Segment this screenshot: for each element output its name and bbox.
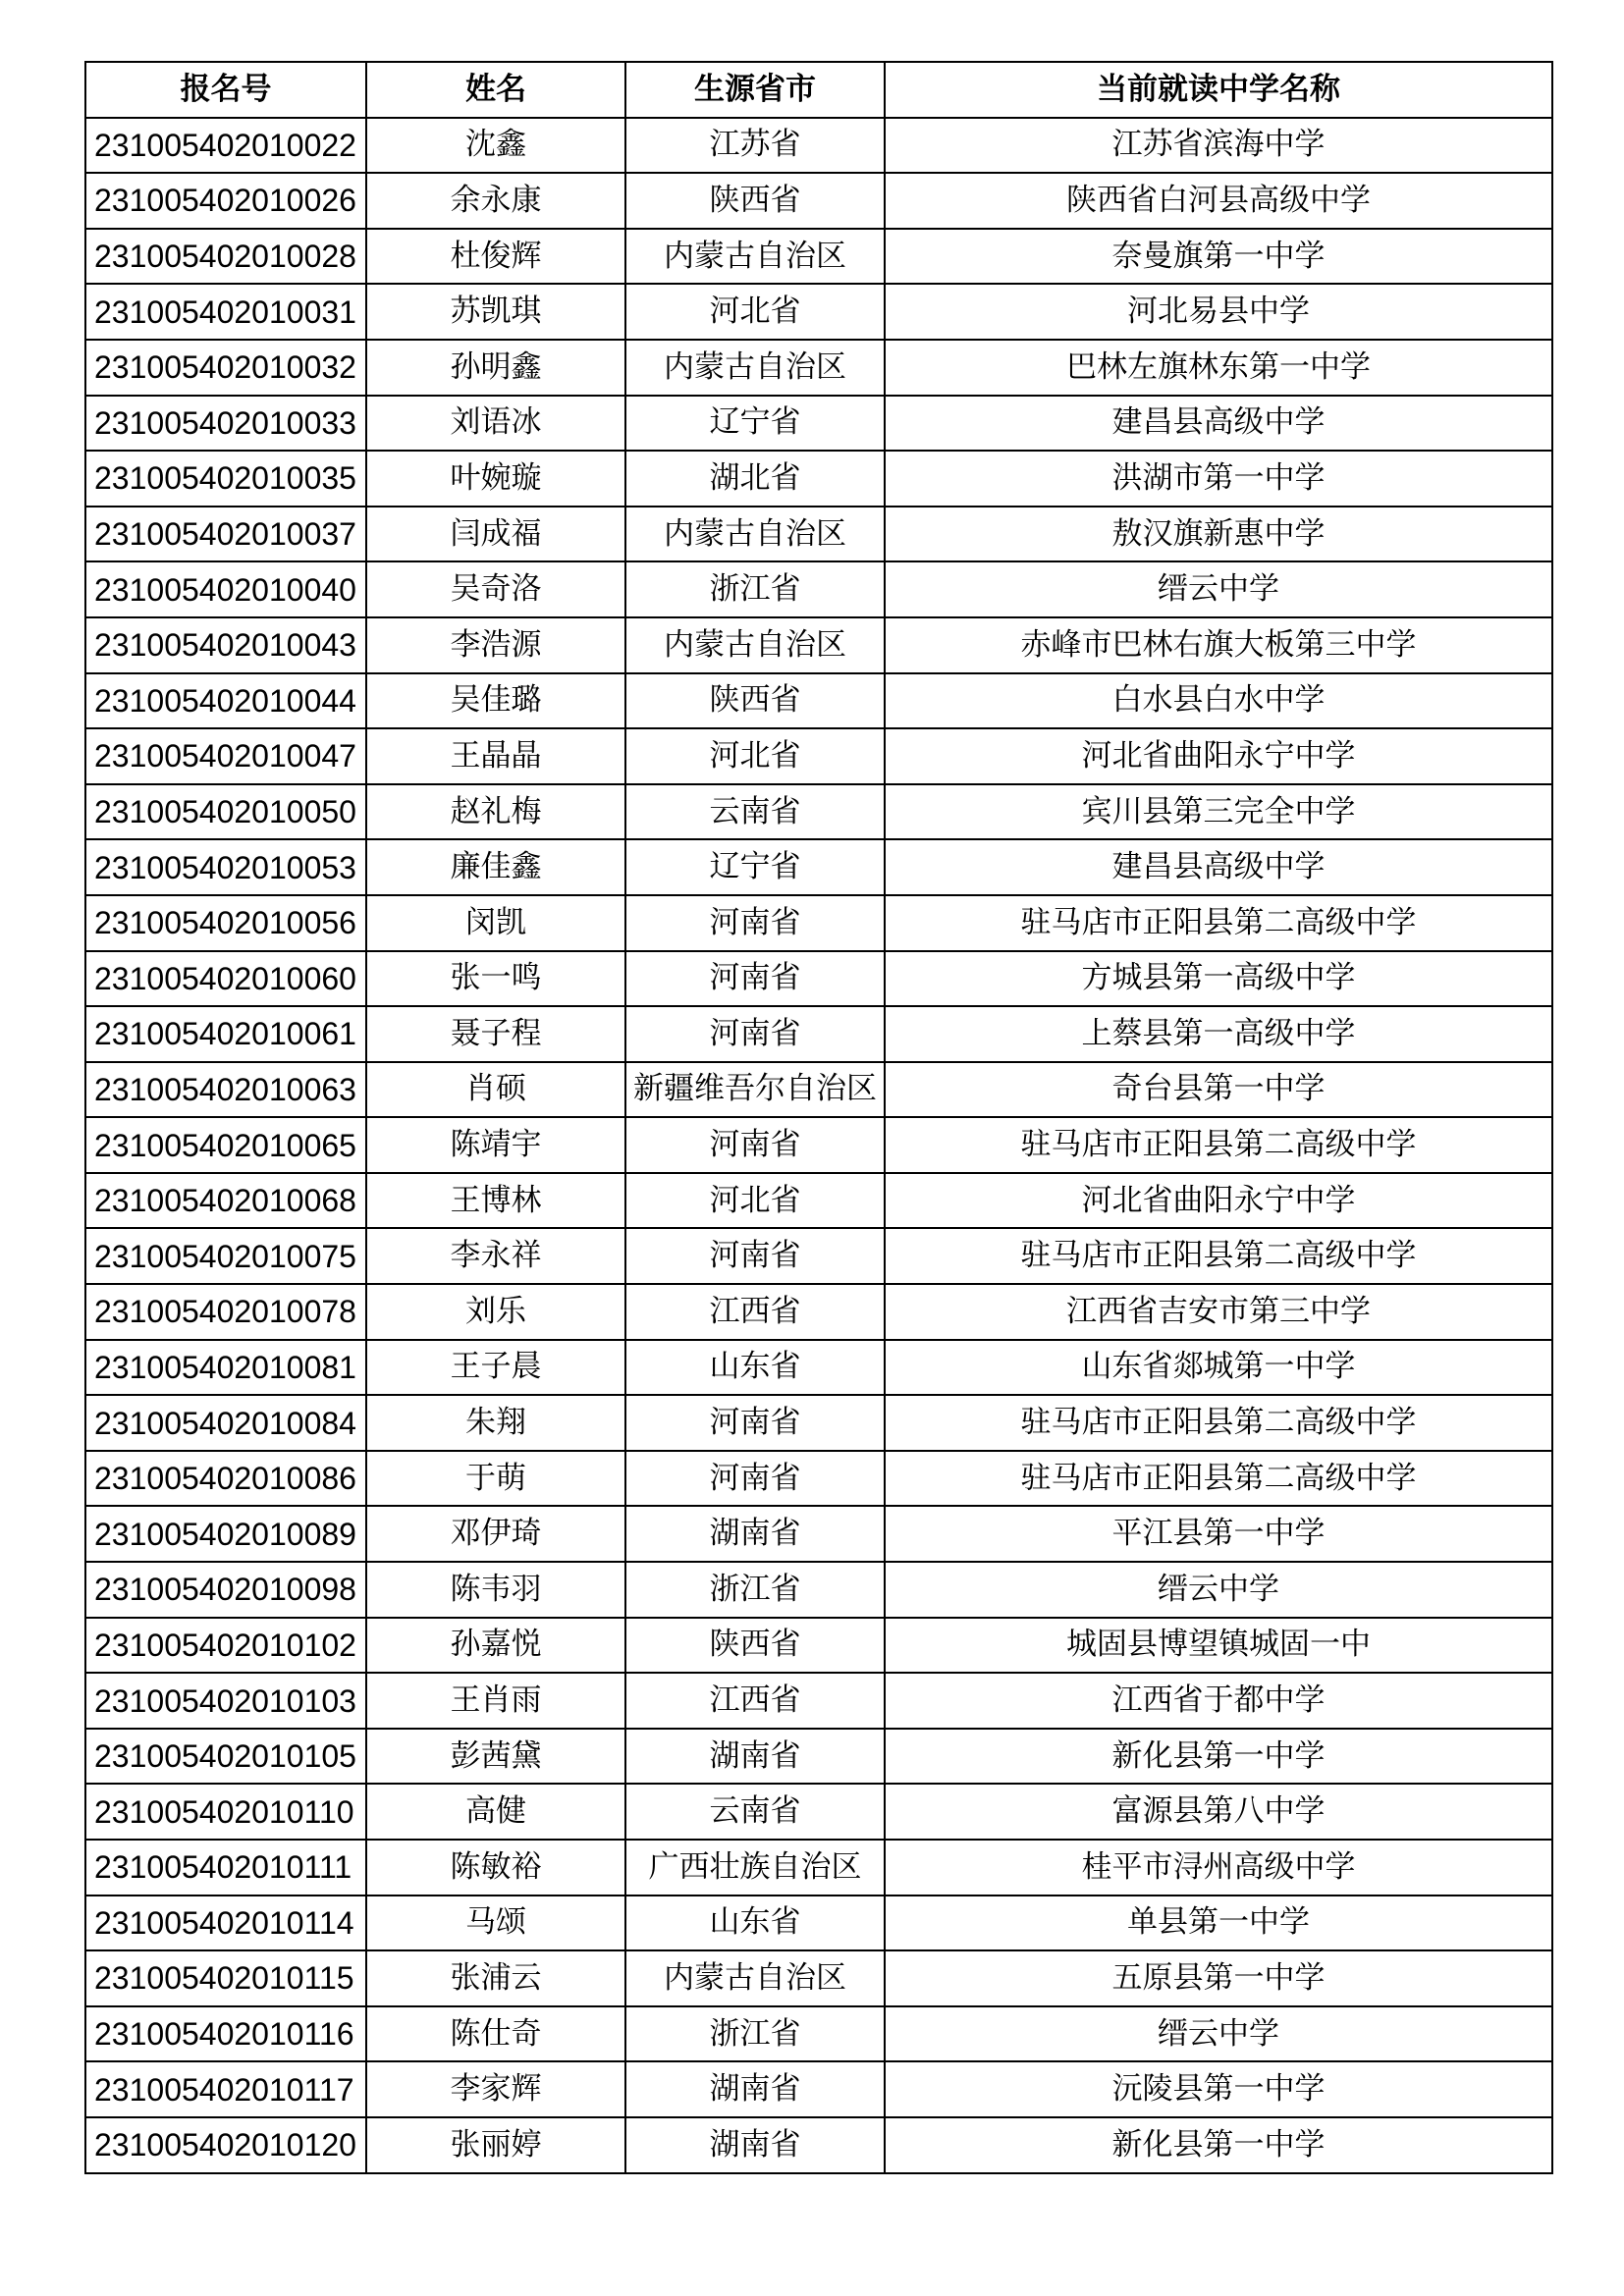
name-cell: 刘乐 [366, 1284, 625, 1340]
province-cell: 山东省 [625, 1340, 885, 1396]
name-cell: 陈韦羽 [366, 1562, 625, 1618]
table-row [85, 1784, 1552, 1840]
province-cell: 陕西省 [625, 1618, 885, 1674]
table-row [85, 1340, 1552, 1396]
table-row [85, 1117, 1552, 1173]
school-cell: 缙云中学 [885, 1562, 1552, 1618]
school-cell: 城固县博望镇城固一中 [885, 1618, 1552, 1674]
school-cell: 河北易县中学 [885, 284, 1552, 340]
table-row [85, 951, 1552, 1007]
name-cell: 李永祥 [366, 1228, 625, 1284]
registration-number-cell: 231005402010081 [85, 1340, 366, 1396]
school-cell: 方城县第一高级中学 [885, 951, 1552, 1007]
registration-number-cell: 231005402010116 [85, 2006, 366, 2062]
school-cell: 缙云中学 [885, 2006, 1552, 2062]
registration-number-cell: 231005402010056 [85, 895, 366, 951]
province-cell: 湖北省 [625, 451, 885, 507]
table-body [85, 118, 1552, 2173]
province-cell: 河南省 [625, 1451, 885, 1507]
table-row [85, 1896, 1552, 1951]
registration-number-cell: 231005402010028 [85, 229, 366, 285]
name-cell: 王子晨 [366, 1340, 625, 1396]
registration-number-cell: 231005402010075 [85, 1228, 366, 1284]
registration-number-cell: 231005402010098 [85, 1562, 366, 1618]
school-cell: 江西省吉安市第三中学 [885, 1284, 1552, 1340]
registration-number-cell: 231005402010078 [85, 1284, 366, 1340]
table-row [85, 895, 1552, 951]
table-row [85, 284, 1552, 340]
school-cell: 驻马店市正阳县第二高级中学 [885, 1395, 1552, 1451]
registration-number-cell: 231005402010084 [85, 1395, 366, 1451]
province-cell: 云南省 [625, 1784, 885, 1840]
school-cell: 五原县第一中学 [885, 1950, 1552, 2006]
registration-number-cell: 231005402010086 [85, 1451, 366, 1507]
registration-number-cell: 231005402010063 [85, 1062, 366, 1118]
table-row [85, 451, 1552, 507]
table-row [85, 1673, 1552, 1729]
table-row [85, 340, 1552, 396]
table-row [85, 1228, 1552, 1284]
name-cell: 叶婉璇 [366, 451, 625, 507]
header-province: 生源省市 [625, 62, 885, 118]
province-cell: 河北省 [625, 284, 885, 340]
name-cell: 赵礼梅 [366, 784, 625, 840]
name-cell: 高健 [366, 1784, 625, 1840]
school-cell: 江苏省滨海中学 [885, 118, 1552, 174]
name-cell: 彭茜黛 [366, 1729, 625, 1785]
table-row [85, 173, 1552, 229]
name-cell: 李浩源 [366, 617, 625, 673]
name-cell: 闫成福 [366, 507, 625, 562]
province-cell: 湖南省 [625, 2117, 885, 2173]
school-cell: 江西省于都中学 [885, 1673, 1552, 1729]
province-cell: 陕西省 [625, 173, 885, 229]
school-cell: 河北省曲阳永宁中学 [885, 1173, 1552, 1229]
table-row [85, 839, 1552, 895]
table-row [85, 229, 1552, 285]
registration-number-cell: 231005402010115 [85, 1950, 366, 2006]
registration-number-cell: 231005402010033 [85, 396, 366, 452]
name-cell: 张丽婷 [366, 2117, 625, 2173]
table-row [85, 1950, 1552, 2006]
table-row [85, 1840, 1552, 1896]
province-cell: 浙江省 [625, 2006, 885, 2062]
table-row [85, 2061, 1552, 2117]
table-row [85, 396, 1552, 452]
header-school: 当前就读中学名称 [885, 62, 1552, 118]
registration-number-cell: 231005402010111 [85, 1840, 366, 1896]
registration-number-cell: 231005402010026 [85, 173, 366, 229]
province-cell: 云南省 [625, 784, 885, 840]
province-cell: 广西壮族自治区 [625, 1840, 885, 1896]
province-cell: 江西省 [625, 1284, 885, 1340]
registration-number-cell: 231005402010043 [85, 617, 366, 673]
province-cell: 内蒙古自治区 [625, 229, 885, 285]
school-cell: 河北省曲阳永宁中学 [885, 728, 1552, 784]
header-registration-number: 报名号 [85, 62, 366, 118]
registration-number-cell: 231005402010120 [85, 2117, 366, 2173]
province-cell: 湖南省 [625, 2061, 885, 2117]
table-row [85, 1062, 1552, 1118]
name-cell: 吴奇洛 [366, 561, 625, 617]
name-cell: 张一鸣 [366, 951, 625, 1007]
table-row [85, 617, 1552, 673]
name-cell: 余永康 [366, 173, 625, 229]
registration-number-cell: 231005402010114 [85, 1896, 366, 1951]
province-cell: 江西省 [625, 1673, 885, 1729]
school-cell: 新化县第一中学 [885, 1729, 1552, 1785]
name-cell: 于萌 [366, 1451, 625, 1507]
registration-number-cell: 231005402010040 [85, 561, 366, 617]
registration-number-cell: 231005402010103 [85, 1673, 366, 1729]
province-cell: 山东省 [625, 1896, 885, 1951]
table-row [85, 728, 1552, 784]
school-cell: 驻马店市正阳县第二高级中学 [885, 1451, 1552, 1507]
table-row [85, 1173, 1552, 1229]
province-cell: 湖南省 [625, 1506, 885, 1562]
table-row [85, 673, 1552, 729]
province-cell: 内蒙古自治区 [625, 340, 885, 396]
name-cell: 邓伊琦 [366, 1506, 625, 1562]
table-row [85, 1451, 1552, 1507]
registration-number-cell: 231005402010102 [85, 1618, 366, 1674]
name-cell: 陈敏裕 [366, 1840, 625, 1896]
name-cell: 陈仕奇 [366, 2006, 625, 2062]
name-cell: 朱翔 [366, 1395, 625, 1451]
province-cell: 河南省 [625, 1395, 885, 1451]
school-cell: 平江县第一中学 [885, 1506, 1552, 1562]
name-cell: 张浦云 [366, 1950, 625, 2006]
school-cell: 宾川县第三完全中学 [885, 784, 1552, 840]
name-cell: 杜俊辉 [366, 229, 625, 285]
table-row [85, 1562, 1552, 1618]
school-cell: 沅陵县第一中学 [885, 2061, 1552, 2117]
table-row [85, 2117, 1552, 2173]
name-cell: 孙嘉悦 [366, 1618, 625, 1674]
name-cell: 李家辉 [366, 2061, 625, 2117]
registration-number-cell: 231005402010037 [85, 507, 366, 562]
registration-number-cell: 231005402010105 [85, 1729, 366, 1785]
province-cell: 浙江省 [625, 1562, 885, 1618]
registration-number-cell: 231005402010035 [85, 451, 366, 507]
header-name: 姓名 [366, 62, 625, 118]
table-row [85, 1618, 1552, 1674]
registration-number-cell: 231005402010061 [85, 1006, 366, 1062]
name-cell: 刘语冰 [366, 396, 625, 452]
name-cell: 王博林 [366, 1173, 625, 1229]
province-cell: 河南省 [625, 951, 885, 1007]
name-cell: 王肖雨 [366, 1673, 625, 1729]
school-cell: 缙云中学 [885, 561, 1552, 617]
table-row [85, 1729, 1552, 1785]
province-cell: 辽宁省 [625, 839, 885, 895]
school-cell: 新化县第一中学 [885, 2117, 1552, 2173]
table-row [85, 118, 1552, 174]
header-row [85, 62, 1552, 118]
name-cell: 闵凯 [366, 895, 625, 951]
table-row [85, 1395, 1552, 1451]
school-cell: 建昌县高级中学 [885, 396, 1552, 452]
registration-number-cell: 231005402010032 [85, 340, 366, 396]
province-cell: 江苏省 [625, 118, 885, 174]
school-cell: 桂平市浔州高级中学 [885, 1840, 1552, 1896]
province-cell: 内蒙古自治区 [625, 617, 885, 673]
province-cell: 河南省 [625, 1006, 885, 1062]
registration-number-cell: 231005402010053 [85, 839, 366, 895]
name-cell: 苏凯琪 [366, 284, 625, 340]
province-cell: 新疆维吾尔自治区 [625, 1062, 885, 1118]
school-cell: 奈曼旗第一中学 [885, 229, 1552, 285]
school-cell: 敖汉旗新惠中学 [885, 507, 1552, 562]
name-cell: 肖硕 [366, 1062, 625, 1118]
table-header [85, 62, 1552, 118]
registration-number-cell: 231005402010022 [85, 118, 366, 174]
province-cell: 湖南省 [625, 1729, 885, 1785]
registration-number-cell: 231005402010044 [85, 673, 366, 729]
school-cell: 赤峰市巴林右旗大板第三中学 [885, 617, 1552, 673]
name-cell: 王晶晶 [366, 728, 625, 784]
table-row [85, 1006, 1552, 1062]
registration-number-cell: 231005402010065 [85, 1117, 366, 1173]
province-cell: 河南省 [625, 1228, 885, 1284]
school-cell: 富源县第八中学 [885, 1784, 1552, 1840]
name-cell: 孙明鑫 [366, 340, 625, 396]
school-cell: 驻马店市正阳县第二高级中学 [885, 895, 1552, 951]
school-cell: 驻马店市正阳县第二高级中学 [885, 1228, 1552, 1284]
name-cell: 陈靖宇 [366, 1117, 625, 1173]
province-cell: 辽宁省 [625, 396, 885, 452]
registration-number-cell: 231005402010047 [85, 728, 366, 784]
table-row [85, 561, 1552, 617]
province-cell: 河南省 [625, 895, 885, 951]
province-cell: 陕西省 [625, 673, 885, 729]
province-cell: 浙江省 [625, 561, 885, 617]
province-cell: 内蒙古自治区 [625, 1950, 885, 2006]
school-cell: 洪湖市第一中学 [885, 451, 1552, 507]
school-cell: 奇台县第一中学 [885, 1062, 1552, 1118]
registration-number-cell: 231005402010110 [85, 1784, 366, 1840]
province-cell: 河北省 [625, 1173, 885, 1229]
registration-number-cell: 231005402010031 [85, 284, 366, 340]
registration-number-cell: 231005402010089 [85, 1506, 366, 1562]
name-cell: 沈鑫 [366, 118, 625, 174]
school-cell: 驻马店市正阳县第二高级中学 [885, 1117, 1552, 1173]
registration-number-cell: 231005402010117 [85, 2061, 366, 2117]
table-row [85, 784, 1552, 840]
table-row [85, 1284, 1552, 1340]
school-cell: 建昌县高级中学 [885, 839, 1552, 895]
table-row [85, 1506, 1552, 1562]
school-cell: 山东省郯城第一中学 [885, 1340, 1552, 1396]
school-cell: 单县第一中学 [885, 1896, 1552, 1951]
province-cell: 河北省 [625, 728, 885, 784]
school-cell: 陕西省白河县高级中学 [885, 173, 1552, 229]
province-cell: 内蒙古自治区 [625, 507, 885, 562]
province-cell: 河南省 [625, 1117, 885, 1173]
registration-number-cell: 231005402010060 [85, 951, 366, 1007]
name-cell: 聂子程 [366, 1006, 625, 1062]
school-cell: 白水县白水中学 [885, 673, 1552, 729]
name-cell: 马颂 [366, 1896, 625, 1951]
name-cell: 廉佳鑫 [366, 839, 625, 895]
name-cell: 吴佳璐 [366, 673, 625, 729]
roster-table [84, 61, 1553, 2174]
school-cell: 上蔡县第一高级中学 [885, 1006, 1552, 1062]
school-cell: 巴林左旗林东第一中学 [885, 340, 1552, 396]
table-row [85, 2006, 1552, 2062]
registration-number-cell: 231005402010050 [85, 784, 366, 840]
registration-number-cell: 231005402010068 [85, 1173, 366, 1229]
table-row [85, 507, 1552, 562]
